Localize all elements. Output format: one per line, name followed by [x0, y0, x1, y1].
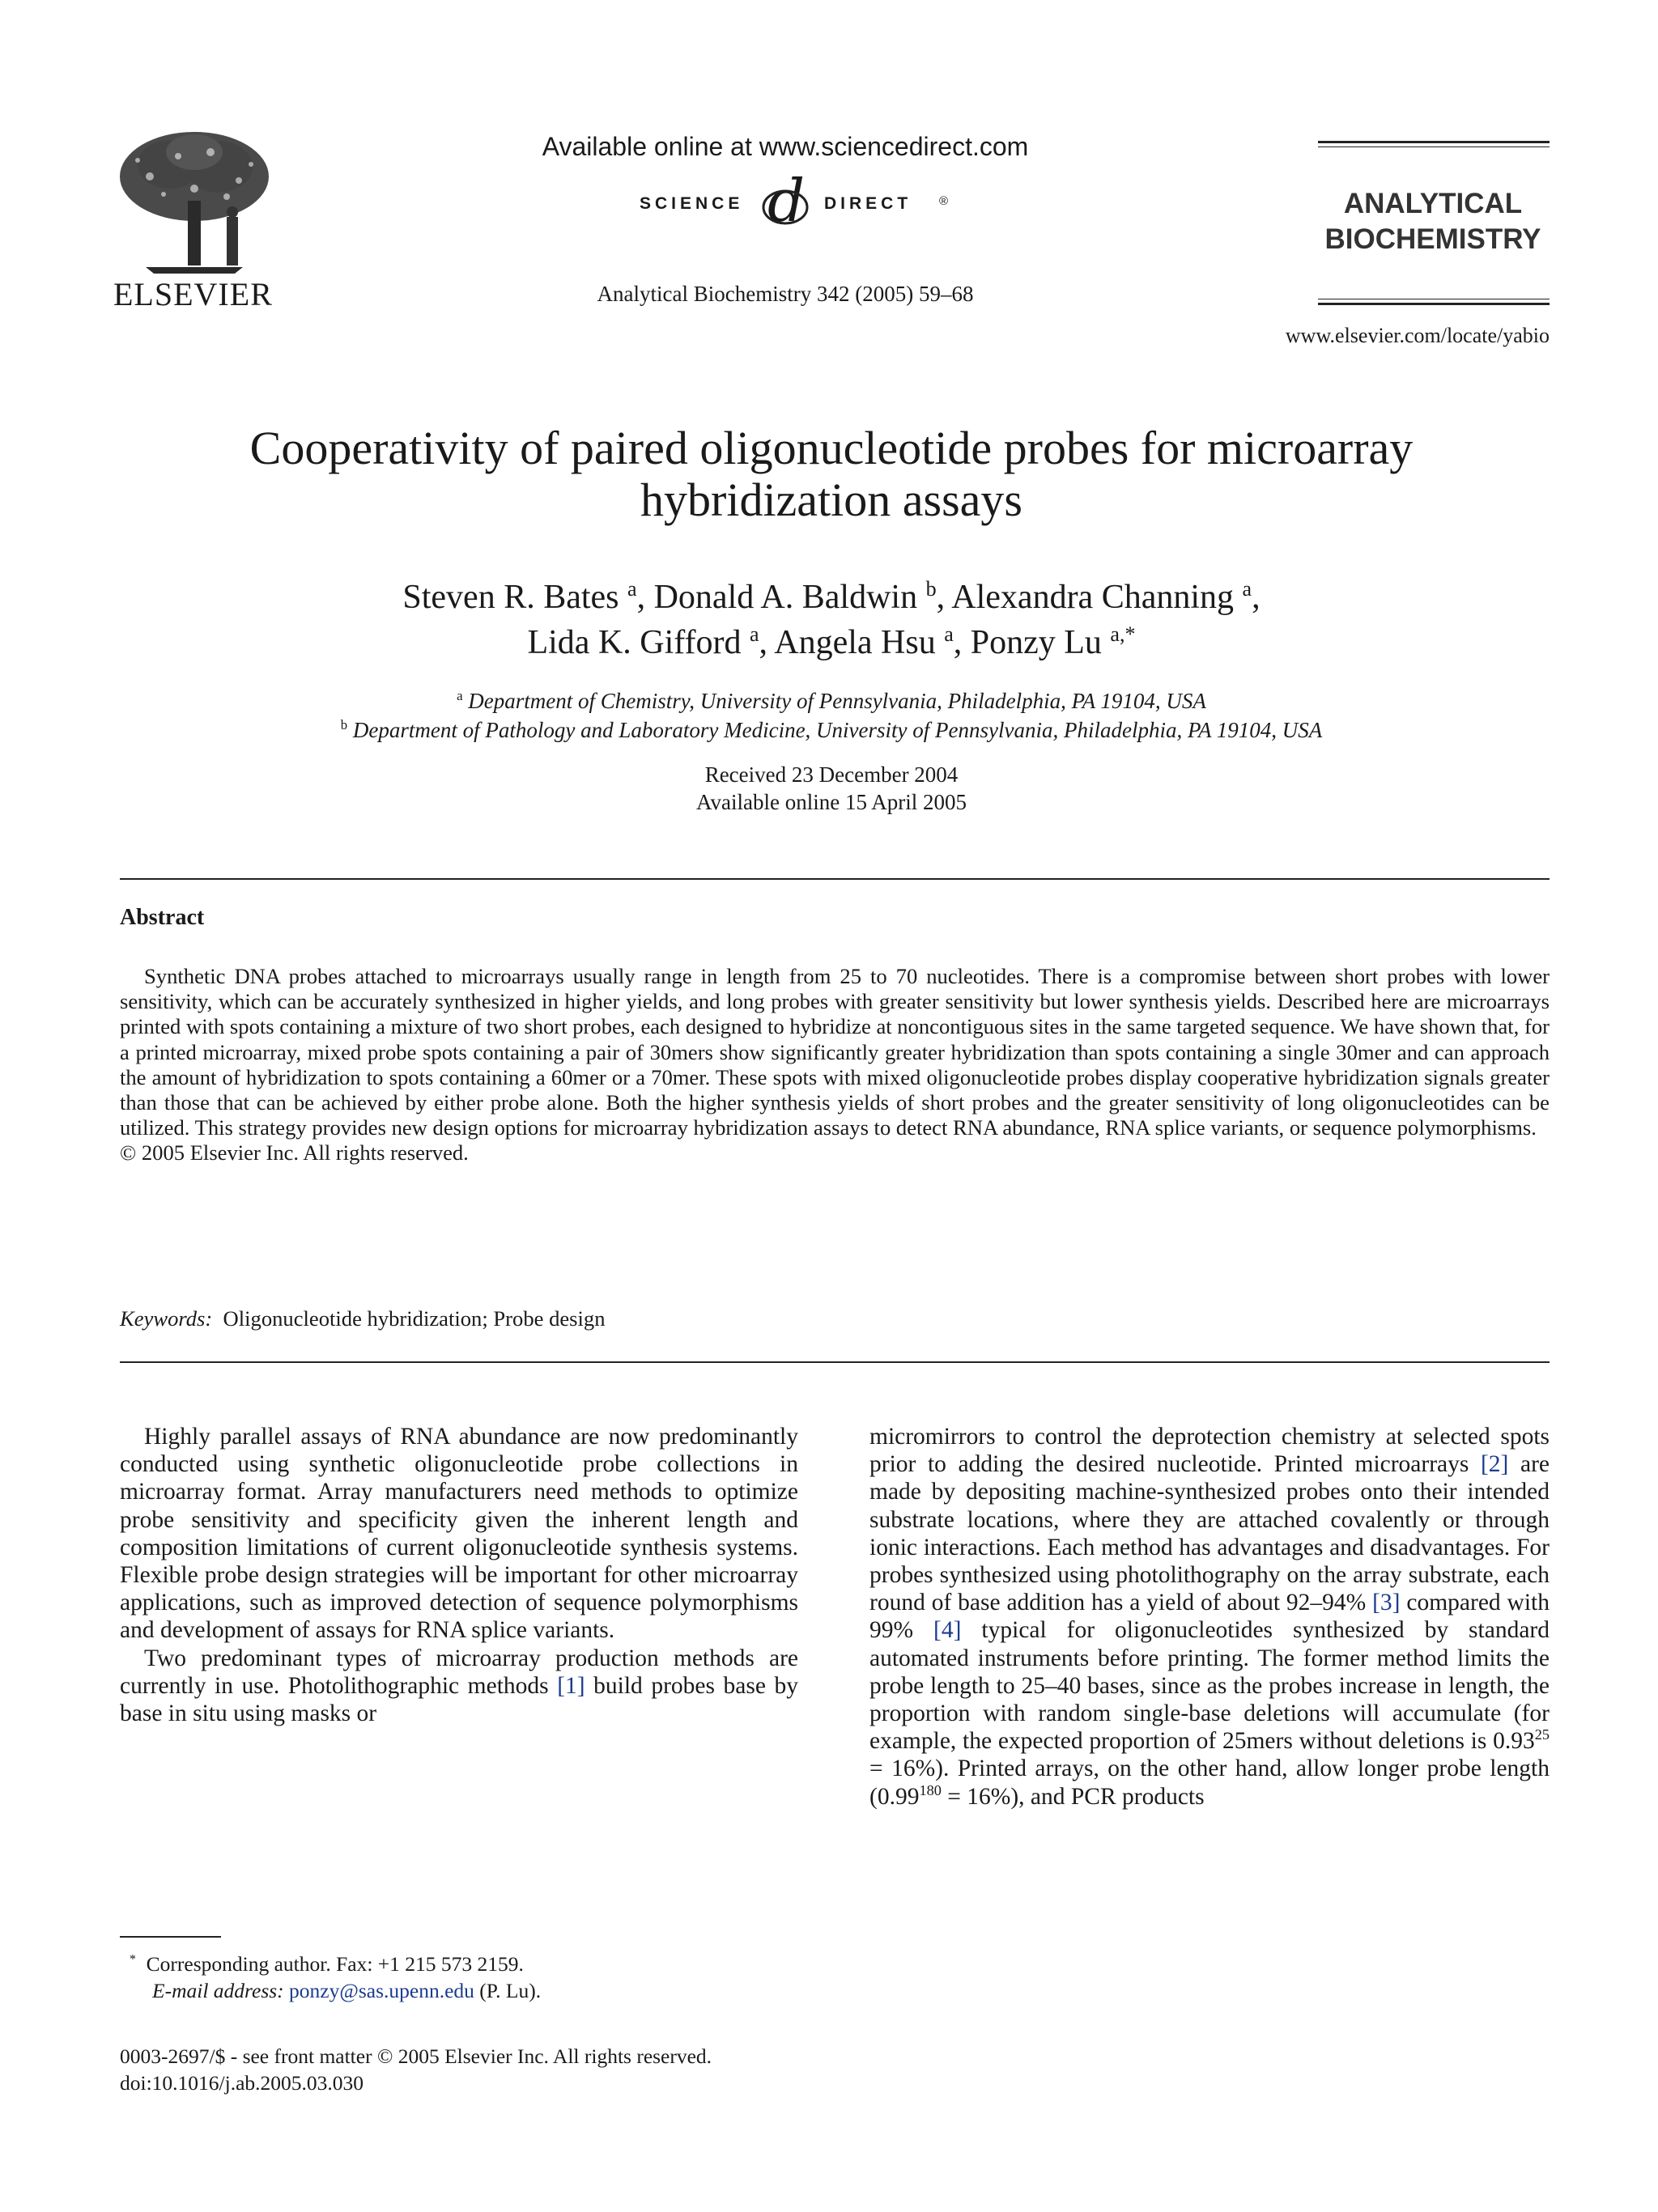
footnote-star: *	[130, 1952, 136, 1967]
body-text: Two predominant types of microarray production methods are currently in use. Photolithographic methods	[120, 1645, 798, 1699]
footnote-line-2	[130, 1977, 541, 2004]
abstract-rule-top	[120, 878, 1550, 880]
sciencedirect-left-word: SCIENCE	[640, 194, 744, 213]
body-text: build probes base by base in situ using masks or	[120, 1672, 798, 1727]
body-text: = 16%), and PCR products	[941, 1783, 1205, 1810]
footnote-rule	[120, 1936, 221, 1938]
author-line-2	[113, 620, 1550, 665]
article-title-line2: hybridization assays	[640, 473, 1022, 526]
affiliation-mark: b	[340, 717, 348, 732]
abstract-heading: Abstract	[120, 905, 205, 930]
exponent: 180	[919, 1781, 942, 1798]
publisher-name: ELSEVIER	[113, 276, 273, 312]
author-separator: ,	[759, 624, 775, 661]
body-text: are made by depositing machine-synthesized probes onto their intended substrate locations, where they are attached covalently or through ionic interactions. Each method has advantages and disadvantages. For probes synthesized using photolithography on the array substrate, each round of base addition has a yield of about 92–94%	[869, 1451, 1550, 1616]
abstract-body	[120, 964, 1550, 1166]
citation-link-4[interactable]: [4]	[933, 1617, 962, 1644]
article-title	[113, 422, 1550, 526]
author-separator: ,	[936, 579, 952, 616]
sciencedirect-right-word: DIRECT	[824, 194, 912, 213]
abstract-rule-bottom	[120, 1361, 1550, 1363]
body-paragraph	[120, 1645, 798, 1728]
exponent: 25	[1534, 1726, 1550, 1743]
body-text: = 16%). Printed arrays, on the other hand, allow longer probe length (0.99	[869, 1756, 1550, 1810]
journal-rule-bottom	[1318, 303, 1550, 305]
issn-line: 0003-2697/$ - see front matter © 2005 Elsevier Inc. All rights reserved.	[120, 2044, 712, 2068]
footnote-line-1	[130, 1951, 541, 1977]
keywords-label: Keywords:	[120, 1306, 213, 1331]
author-name: Lida K. Gifford	[527, 624, 742, 661]
author-affiliation-mark: b	[925, 577, 937, 601]
received-date: Received 23 December 2004	[704, 762, 959, 787]
abstract-text: Synthetic DNA probes attached to microarrays usually range in length from 25 to 70 nucleotides. There is a compromise between short probes with lower sensitivity, which can be accurately synthesized in higher yields, and long probes with greater sensitivity but lower synthesis yields. Described here are microarrays printed with spots containing a mixture of two short probes, each designed to hybridize at noncontiguous sites in the same targeted sequence. We have shown that, for a printed microarray, mixed probe spots containing a pair of 30mers show significantly greater hybridization than spots containing a single 30mer and can approach the amount of hybridization to spots containing a 60mer or a 70mer. These spots with mixed oligonucleotide probes display cooperative hybridization signals greater than those that can be achieved by either probe alone. Both the higher synthesis yields of short probes and the greater sensitivity of long oligonucleotides can be utilized. This strategy provides new design options for microarray hybridization assays to detect RNA abundance, RNA splice variants, or sequence polymorphisms.	[120, 964, 1550, 1140]
footnote-corresponding	[130, 1951, 541, 2004]
keywords-text: Oligonucleotide hybridization; Probe design	[223, 1306, 606, 1331]
author-separator: ,	[953, 624, 971, 661]
email-link[interactable]: ponzy@sas.upenn.edu	[289, 1979, 474, 2002]
author-affiliation-mark: a	[944, 622, 954, 646]
author-list	[113, 575, 1550, 665]
citation-link-3[interactable]: [3]	[1372, 1590, 1401, 1616]
journal-url[interactable]: www.elsevier.com/locate/yabio	[1285, 324, 1550, 347]
journal-rule-top-thin	[1318, 146, 1550, 147]
available-online-text: Available online at www.sciencedirect.com	[542, 132, 1029, 161]
affiliation-text: Department of Chemistry, University of Pennsylvania, Philadelphia, PA 19104, USA	[468, 689, 1206, 713]
affiliation-a	[113, 686, 1550, 715]
affiliations	[113, 686, 1550, 745]
body-column-left	[120, 1423, 798, 1727]
author-name: Alexandra Channing	[951, 579, 1235, 616]
sciencedirect-ring-icon	[761, 183, 818, 231]
affiliation-text: Department of Pathology and Laboratory Medicine, University of Pennsylvania, Philadelphia, PA 19104, USA	[352, 718, 1323, 742]
footnote-text: Corresponding author. Fax: +1 215 573 2159.	[146, 1952, 524, 1976]
author-affiliation-mark: a	[749, 622, 759, 646]
author-line-1	[113, 575, 1550, 620]
affiliation-b	[113, 715, 1550, 745]
body-paragraph	[869, 1423, 1550, 1811]
affiliation-mark: a	[457, 688, 463, 703]
front-matter	[120, 2043, 712, 2096]
author-affiliation-mark: a	[1242, 577, 1252, 601]
body-column-right	[869, 1423, 1550, 1811]
citation-link-2[interactable]: [2]	[1480, 1451, 1509, 1478]
email-owner: (P. Lu).	[479, 1979, 542, 2002]
available-date: Available online 15 April 2005	[696, 790, 967, 814]
author-name: Steven R. Bates	[402, 579, 619, 616]
article-title-line1: Cooperativity of paired oligonucleotide probes for microarray	[249, 422, 1414, 474]
body-text: typical for oligonucleotides synthesized by standard automated instruments before printing. The former method limits the probe length to 25–40 bases, since as the probes increase in length, the proportion with random single-base deletions will accumulate (for example, the expected proportion of 25mers without deletions is 0.93	[869, 1617, 1550, 1755]
author-separator: ,	[1252, 579, 1261, 616]
author-name: Ponzy Lu	[970, 624, 1102, 661]
journal-name-line2: BIOCHEMISTRY	[1324, 223, 1541, 255]
email-label: E-mail address:	[152, 1979, 284, 2002]
journal-name-line1: ANALYTICAL	[1343, 188, 1523, 219]
author-name: Donald A. Baldwin	[653, 579, 918, 616]
citation-link-1[interactable]: [1]	[557, 1672, 585, 1699]
elsevier-tree-logo	[113, 128, 275, 282]
doi-line[interactable]: doi:10.1016/j.ab.2005.03.030	[120, 2071, 364, 2095]
journal-rule-top	[1318, 141, 1550, 143]
registered-mark: ®	[939, 194, 949, 208]
sciencedirect-d-icon: d	[767, 167, 806, 235]
body-paragraph: Highly parallel assays of RNA abundance are now predominantly conducted using synthetic oligonucleotide probe collections in microarray format. Array manufacturers need methods to optimize probe sensitivity and specificity given the inherent length and composition limitations of current oligonucleotide synthesis systems. Flexible probe design strategies will be important for other microarray applications, such as improved detection of sequence polymorphisms and development of assays for RNA splice variants.	[120, 1424, 798, 1644]
author-separator: ,	[636, 579, 654, 616]
keywords	[120, 1306, 606, 1331]
body-text: compared with 99%	[869, 1590, 1550, 1644]
author-name: Angela Hsu	[774, 624, 936, 661]
author-affiliation-mark: a	[627, 577, 637, 601]
author-affiliation-mark: a,*	[1110, 622, 1136, 646]
article-dates	[113, 761, 1550, 816]
journal-citation: Analytical Biochemistry 342 (2005) 59–68	[597, 282, 974, 306]
journal-name	[1312, 186, 1554, 257]
body-text: micromirrors to control the deprotection chemistry at selected spots prior to adding the desired nucleotide. Printed microarrays	[869, 1424, 1550, 1478]
abstract-copyright: © 2005 Elsevier Inc. All rights reserved.	[120, 1140, 469, 1165]
sciencedirect-logo	[640, 167, 963, 235]
